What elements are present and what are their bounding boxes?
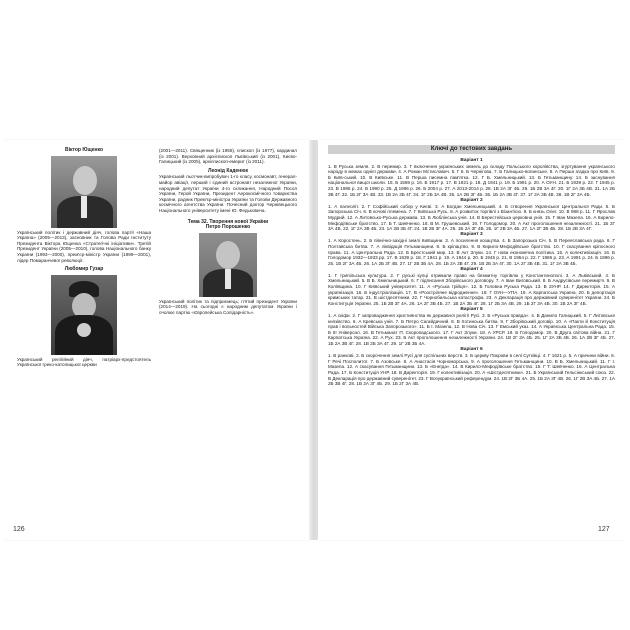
variant-answers: 1. А скіфи. 2. Г запровадження християнства як державної релігії Русі. 3. Б «Руська правда». 4. В Данило Галицький. 5. Г Литовське князівство. 6. А Кревська унія. 7. Б Петро Сагайдачний. 8. В Хотинська битва. 9. Г Зборівський договір. 10. А «Пакти й Конституція прав і вольностей Війська Запорозького». 11. Б І. Мазепа. 12. В Нова Січ. 13. Г Емський указ. 14. А Українська Центральна Рада. 15. Б ІІІ Універсал. 16. В Гетьманат П. Скоропадського. 17. Г Акт Злуки. 18. А УРСР. 19. Б Голодомор. 20. В Друга світова війна. 21. Г Карпатська Україна. 22. А Рух. 23. Б Акт проголошення незалежності України. 24. 1В 2Г 3А 4Б. 25. 1Г 2А 3Б 4В. 26. 1А 2В 3Г 4Б. 27. 1Б 2А 3В 4Г. 28. 1В 2Б 3А 4Г. 29. 1Г 2В 3Б 4А. <box>328 313 615 346</box>
variant-block <box>328 232 615 266</box>
portrait-photo-poroshenko <box>199 233 257 297</box>
variant-block <box>328 198 615 232</box>
right-column <box>159 148 297 316</box>
variant-block <box>328 267 615 307</box>
bio-text: Український політик і державний діяч, голова партії «Наша Україна» (2005—2013), засновник та Голова Ради Інституту Президента Віктора Ющенка «Стратегічні ініціативи». Третій Президент України (2005—2010), голова Національного банку України (1993—2000), прем'єр-міністр України (1999—2001), лідер Помаранчевої революції. <box>17 229 151 263</box>
right-page <box>318 140 625 540</box>
variant-title: Варіант 1 <box>460 157 483 163</box>
portrait-name: Любомир Гузар <box>64 266 104 273</box>
variant-title: Варіант 2 <box>460 197 483 203</box>
bio-text: Український політик та підприємець; п'ятий президент України (2014—2019). На сьогодні є народним депутатом України і очолює партію «Європейська Солідарність». <box>159 298 297 315</box>
bio-text: (2001—2011). Священник (із 1958), єпископ (із 1977), кардинал (із 2001). Верховний архієпископ Львівський (із 2001), Києво-Галицький (із 2005), архієпископ-емерит (із 2011). <box>159 148 297 165</box>
variant-answers: 1. Г трипільська культура. 2. Г руські купці отримали право на безмитну торгівлю у Константинополі. 3. А Львівський. 4. Б Хмельницький. 5. В Б. Хмельницький. 6. Г підписання Зборівського договору. 7. А Іван Виговський. 8. Б Андрусівське перемир'я. 9. В Коліївщина. 10. Г Київський університет. 11. А «Руська трійця». 12. Б Головна Руська Рада. 13. В ЗУНР. 14. Г Директорія. 15. А українізація. 16. Б індустріалізація. 17. В «Розстріляне відродження». 18. Г ОУН—УПА. 19. А Карпатська Україна. 20. Б депортація кримських татар. 21. В шістдесятники. 22. Г Чорнобильська катастрофа. 23. А Декларація про державний суверенітет України. 24. Б Конституція України. 25. 1Б 2В 3Г 4А. 26. 1А 2Г 3В 4Б. 27. 1В 2А 3Б 4Г. 28. 1Г 2Б 3А 4В. 29. 1Б 2Г 3А 4В. 30. 1В 2А 3Г 4Б. <box>328 272 615 306</box>
variant-title: Варіант 4 <box>460 266 483 272</box>
portrait-name: Петро Порошенко <box>205 224 251 231</box>
portrait-photo-husar <box>51 275 117 355</box>
variant-block <box>328 347 615 387</box>
variant-answers: 1. В Руська земля. 2. В перемир. 3. Г включення українських земель до складу Польського королівства, згуртування українського народу в межах однієї держави. 4. А Роман Мстиславич. 5. Г 6. Б Чернігова. 7. Б Галицько-волинське. 8. А Перша згадка про Київ. 9. Б Київ-ський. 10. В Київське. 11. В Перша писемна пам'ятка. 12. Г Б. Хмельницький. 13. Б Гетьманщину. 14. Б заснування національної вищої школи. 15. Б 1569 р. 16. Б 1917 р. 17. В 1921 р. 18. Д 1941 р. 19. Б 1991 р. 20. А ОУН. 21. Б 1939 р. 22. Г 1945 р. 23. В 1986 р. 24. В 1990 р. 25. Д 1996 р. 26. Б 2004 р. 27. А 2013-2014 р. 28. 1В 2А 3Г 4Б. 29. 1Б 2В 3А 4Г. 30. 1Г 2А 3Б 4В. 31. 1А 2Б 3В 4Г. 32. 1Б 2Г 3А 4В. 33. 1В 2А 3Б 4Г. 34. 1Г 2Б 3А 4В. 35. 1А 2В 3Г 4Б. 36. 1Б 2А 3В 4Г. 37. 1Г 2А 3Б 4В. 38. 1В 2Г 3А 4Б. <box>328 163 615 197</box>
left-page <box>3 140 310 540</box>
portrait-name: Леонід Каденюк <box>208 167 248 174</box>
page-number: 126 <box>13 526 25 533</box>
bio-text: Український льотчик-випробувач 1-го класу, космонавт, генерал-майор авіації, перший і єдиний астронавт незалежної України, народний депутат України 4-го скликання, Народний Посол України, Герой України, Президент Аерокосмічного товариства України, радник Прем'єр-міністра України та Голови Державного космічного агентства України. Почесний доктор Чернівецького Національного університету імені Ю. Федьковича. <box>159 174 297 213</box>
portrait-name: Віктор Ющенко <box>64 147 104 153</box>
left-column <box>17 148 151 368</box>
variant-answers: 1. В ранкові. 2. Б скорочення землі Русі для суспільних верств. 3. Б церкву Покрови в селі Сутківці. 4. Г 1621 р. 5. А причини війни. 6. Г Речі Посполитої. 7. Б Азовське. 8. А Анастасія Чорноморська. 9. А проголошення Гетьманщини. 10. В Б. Хмельницький. 11. Г І. Мазепа. 12. А скасування Гетьманщини. 13. Б «Енеїда». 14. В Кирило-Мефодіївське братство. 15. Г Т. Шевченко. 16. А Центральна Рада. 17. Б Конституція УНР. 18. В Директорія. 19. Г колективізація. 20. А «Шістдесятники». 21. Б Український Гельсінкський союз. 22. В Декларація про державний суверенітет. 23. Г Всеукраїнський референдум. 24. 1В 2Г 3Б 4А. 25. 1Б 2А 3Г 4В. 26. 1Г 2В 3А 4Б. 27. 1А 2Б 3В 4Г. 28. 1В 2А 3Г 4Б. 29. 1Б 2Г 3А 4В. <box>328 353 615 387</box>
answer-keys-body <box>328 157 615 519</box>
topic-title: Тема 32. Творення нової України <box>187 218 269 225</box>
variant-title: Варіант 6 <box>460 347 483 353</box>
variant-block <box>328 307 615 347</box>
page-number: 127 <box>598 526 610 533</box>
variant-block <box>328 158 615 198</box>
portrait-photo-yushchenko <box>51 156 117 228</box>
variant-title: Варіант 3 <box>460 232 483 238</box>
bio-text: Український релігійний діяч, патріарх-предстоятель Української греко-католицької церкви <box>17 356 151 368</box>
variant-answers: 1. А Коростень. 2. Б північно-західні землі Київщини. 3. А посилення козацтва. 4. Б Запорозька Січ. 5. В Переяславська рада. 6. Г Полтавська битва. 7. А ліквідація Гетьманщини. 8. Б кріпацтво. 9. В Кирило-Мефодіївське братство. 10. Г скасування кріпосного права. 11. А Центральна Рада. 12. Б Брестський мир. 13. В Акт Злуки. 14. Г нова економічна політика. 15. А колективізація. 16. Б Голодомор 1932—1933 рр. 17. В 1939 р. 18. Г 1941 р. 19. А 1944 р. 20. Б 1945 р. 21. В 1954 р. 22. Г 1986 р. 23. А 1991 р. 24. Б 1996 р. 25. 1В 2Г 3А 4Б. 26. 1А 2Б 3Г 4В. 27. 1Г 2В 3Б 4А. 28. 1Б 2А 3В 4Г. 29. 1В 2Б 3А 4Г. 30. 1А 2Г 3Б 4В. 31. 1Г 2А 3В 4Б. <box>328 238 615 266</box>
answer-keys-title: Ключі до тестових завдань <box>328 145 615 154</box>
variant-title: Варіант 5 <box>460 306 483 312</box>
variant-answers: 1. А палеоліт. 2. Г Софійський собор у Києві. 3. А Богдан Хмельницький. 4. Б створення Української Центральної Ради. 5. Б Запорозька Січ. 6. В кочові племена. 7. Г Київська Русь. 8. А розвиток торгівлі з Візантією. 9. Б князь Олег. 10. В 988 р. 11. Г Ярослав Мудрий. 12. А Литовсько-Руська держава. 13. Б Люблінська унія. 14. В Берестейська церковна унія. 15. Г Іван Мазепа. 16. А Кирило-Мефодіївське братство. 17. Б Т. Шевченко. 18. В М. Грушевський. 19. Г Голодомор. 20. А Акт проголошення незалежності. 21. 1Б 2Г 3А 4В. 22. 1Г 2А 3В 4Б. 23. 1А 2В 3Б 4Г. 24. 1В 2Б 3Г 4А. 25. 1Б 2А 3Г 4В. 26. 1Г 2В 3А 4Б. 27. 1А 2Г 3В 4Б. 28. 1Б 2В 3А 4Г. <box>328 203 615 232</box>
